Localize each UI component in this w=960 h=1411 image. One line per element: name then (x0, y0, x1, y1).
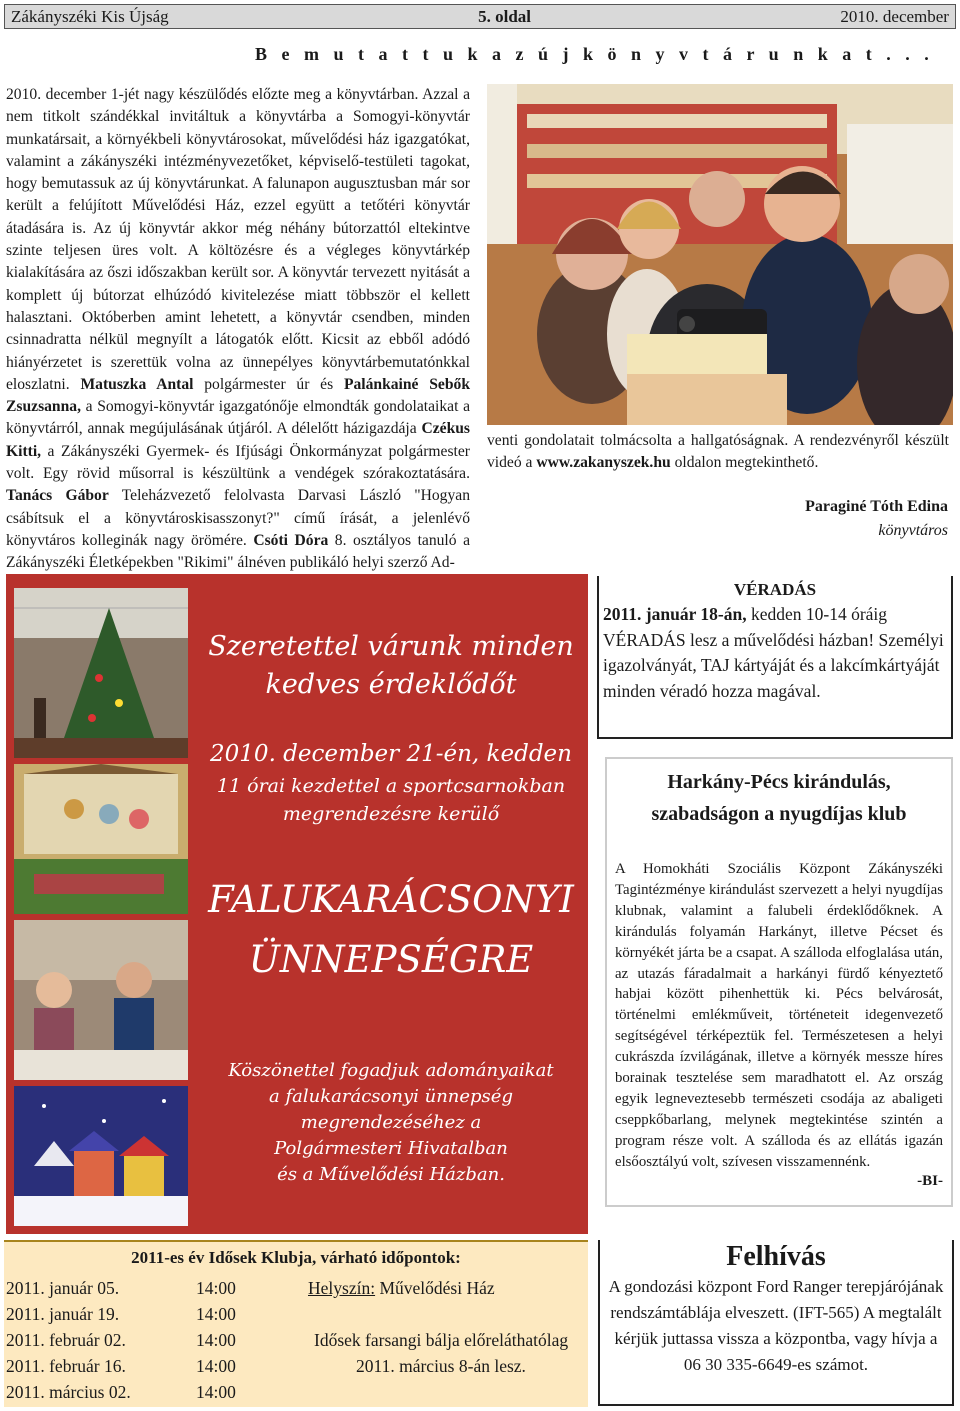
article-title: B e m u t a t t u k a z ú j k ö n y v t á r u n k a t . . . (255, 44, 934, 64)
author-name: Paraginé Tóth Edina (805, 498, 948, 515)
website-link[interactable]: www.zakanyszek.hu (536, 454, 671, 472)
event-note: megrendezésre kerülő (282, 803, 500, 825)
excursion-title-2: szabadságon a nyugdíjas klub (651, 803, 907, 825)
lost-license-plate-notice (598, 1240, 954, 1406)
schedule-time: 14:00 (196, 1382, 236, 1402)
event-name-2: ÜNNEPSÉGRE (248, 938, 534, 981)
elderly-club-schedule (4, 1240, 588, 1407)
article-body: 2010. december 1-jét nagy készülődés előzte meg a könyvtárban. Azzal a nem titkolt szándékkal invitáltuk a könyvtárba a Somogyi-könyvtár munkatársait, a környékbeli könyvtárosokat, művelődési ház igazgatókat, valamint a zákányszéki intézményvezetőket, képviselő-testületi tagokat, hogy bemutassuk az új könyvtárunkat. A falunapon augusztusban már sor került a felújított Művelődési Ház, ezzel együtt a tetőtéri könyvtár átadására is. Az új könyvtár akkor még néhány bútorzattól eltekintve szinte teljesen üres volt. A költözésre és a végleges könyvtárkép kialakítására az őszi időszakban került sor. A könyvtár tervezett nyitását a komplett új bútorzat elhúzódó kivitelezése miatt többször el kellett halasztani. Októberben amint lehetett, a könyvtár csendben, minden csinnadratta nélkül megnyílt a látogatók előtt. Kicsit az ebből adódó hiányérzetet is szerettük volna az ünnepélyes könyvtárbemutatónkkal eloszlatni. Matuszka Antal polgármester úr és Palánkainé Sebők Zsuzsanna, a Somogyi-könyvtár igazgatónője elmondták gondolataikat a könyvtárról, annak megújulásának útjáról. A délelőtt házigazdája Czékus Kitti, a Zákányszéki Gyermek- és Ifjúsági Önkormányzat polgármester volt. Egy rövid műsorral is készültünk a vendégek szórakoztatására. Tanács Gábor Teleházvezető felolvasta Darvasi László "Hogyan csábítsuk el a könyvtároskisasszonyt?" című írását, a jelenlévő könyvtáros kolleginák nagy örömére. Csóti Dóra 8. osztályos tanuló a Zákányszéki Életképekben "Rikimi" álnéven publikáló helyi szerző Ad- (6, 86, 470, 572)
event-name-1: FALUKARÁCSONYI (208, 878, 574, 921)
carnival-note-1: Idősek farsangi bálja előreláthatólag (314, 1330, 569, 1350)
schedule-venue: Helyszín: Művelődési Ház (308, 1278, 495, 1298)
notice-body: A gondozási központ Ford Ranger terepjárójának rendszámtáblája elveszett. (IFT-565) A megtalált kérjük juttassa vissza a központba, vagy hívja a 06 30 335-6649-es számot. (608, 1277, 944, 1374)
donation-line-4: és a Művelődési Házban. (277, 1164, 505, 1185)
winter-village-painting (14, 1086, 188, 1226)
veradas-body: 2011. január 18-án, kedden 10-14 óráig VÉRADÁS lesz a művelődési házban! Személyi igazolványát, TAJ kártyáját és a lakcímkártyáját minden véradó hozza magával. (603, 604, 944, 701)
blood-donation-notice (597, 576, 953, 739)
donation-line-1: Köszönettel fogadjuk adományaikat (228, 1060, 554, 1081)
carnival-note-2: 2011. március 8-án lesz. (356, 1356, 526, 1376)
veradas-title: VÉRADÁS (733, 580, 817, 599)
notice-title: Felhívás (726, 1241, 826, 1272)
newspaper-name: Zákányszéki Kis Újság (11, 6, 169, 26)
schedule-title: 2011-es év Idősek Klubja, várható időpontok: (131, 1248, 461, 1267)
article-continuation: venti gondolatait tolmácsolta a hallgatóságnak. A rendezvényről készült videó a www.zakanyszek.hu oldalon megtekinthető. (487, 432, 949, 472)
donation-line-2: a falukarácsonyi ünnepség megrendezéséhez a (269, 1086, 513, 1133)
issue-date: 2010. december (840, 6, 949, 26)
christmas-tree-photo (14, 588, 188, 758)
schedule-time: 14:00 (196, 1356, 236, 1376)
schedule-time: 14:00 (196, 1330, 236, 1350)
schedule-date: 2011. március 02. (6, 1382, 131, 1402)
schedule-date: 2011. január 19. (6, 1304, 120, 1324)
donation-line-3: Polgármesteri Hivatalban (274, 1138, 508, 1159)
excursion-article (605, 757, 953, 1207)
children-crafting-photo (14, 920, 188, 1080)
library-event-photo (487, 84, 953, 425)
schedule-date: 2011. február 02. (6, 1330, 126, 1350)
page-number: 5. oldal (478, 6, 531, 26)
event-date: 2010. december 21-én, kedden (210, 741, 572, 767)
article-signature (700, 495, 948, 543)
invite-line-2: kedves érdeklődőt (265, 669, 517, 700)
schedule-time: 14:00 (196, 1278, 236, 1298)
schedule-date: 2011. január 05. (6, 1278, 120, 1298)
event-time-venue: 11 órai kezdettel a sportcsarnokban (216, 775, 566, 797)
schedule-date: 2011. február 16. (6, 1356, 126, 1376)
christmas-invitation (6, 574, 588, 1234)
author-role: könyvtáros (878, 522, 948, 539)
excursion-body: A Homokháti Szociális Központ Zákányszéki Tagintézménye kirándulást szervezett a helyi nyugdíjas klubnak, valamint a falubeli érdeklődőknek. A kirándulás folyamán Harkányt, illetve Pécset és környékét járta be a csapat. A szálloda elfoglalása után, az utazás fáradalmait a harkányi fürdő kényeztető habjai között pihenhettük ki. Pécs belvárosát, történelmi emlékműveit, történeteit idegenvezető segítségével térképeztük fel. Természetesen a helyi cukrászda ízvilágának, illetve a környék messze híres borainak tesztelése sem maradhatott el. Az ország egyik legneveztesebb természeti csodája az abaligeti cseppkőbarlang, melynek megtekintése szintén a program része volt. A szálloda és az ellátás igazán elsőosztályú volt, szívesen visszamennénk. (615, 861, 943, 1170)
invite-line-1: Szeretettel várunk minden (208, 631, 574, 662)
nativity-display-photo (14, 764, 188, 914)
page-header (4, 4, 956, 29)
schedule-time: 14:00 (196, 1304, 236, 1324)
excursion-title-1: Harkány-Pécs kirándulás, (667, 771, 891, 793)
excursion-signature: -BI- (917, 1172, 943, 1189)
